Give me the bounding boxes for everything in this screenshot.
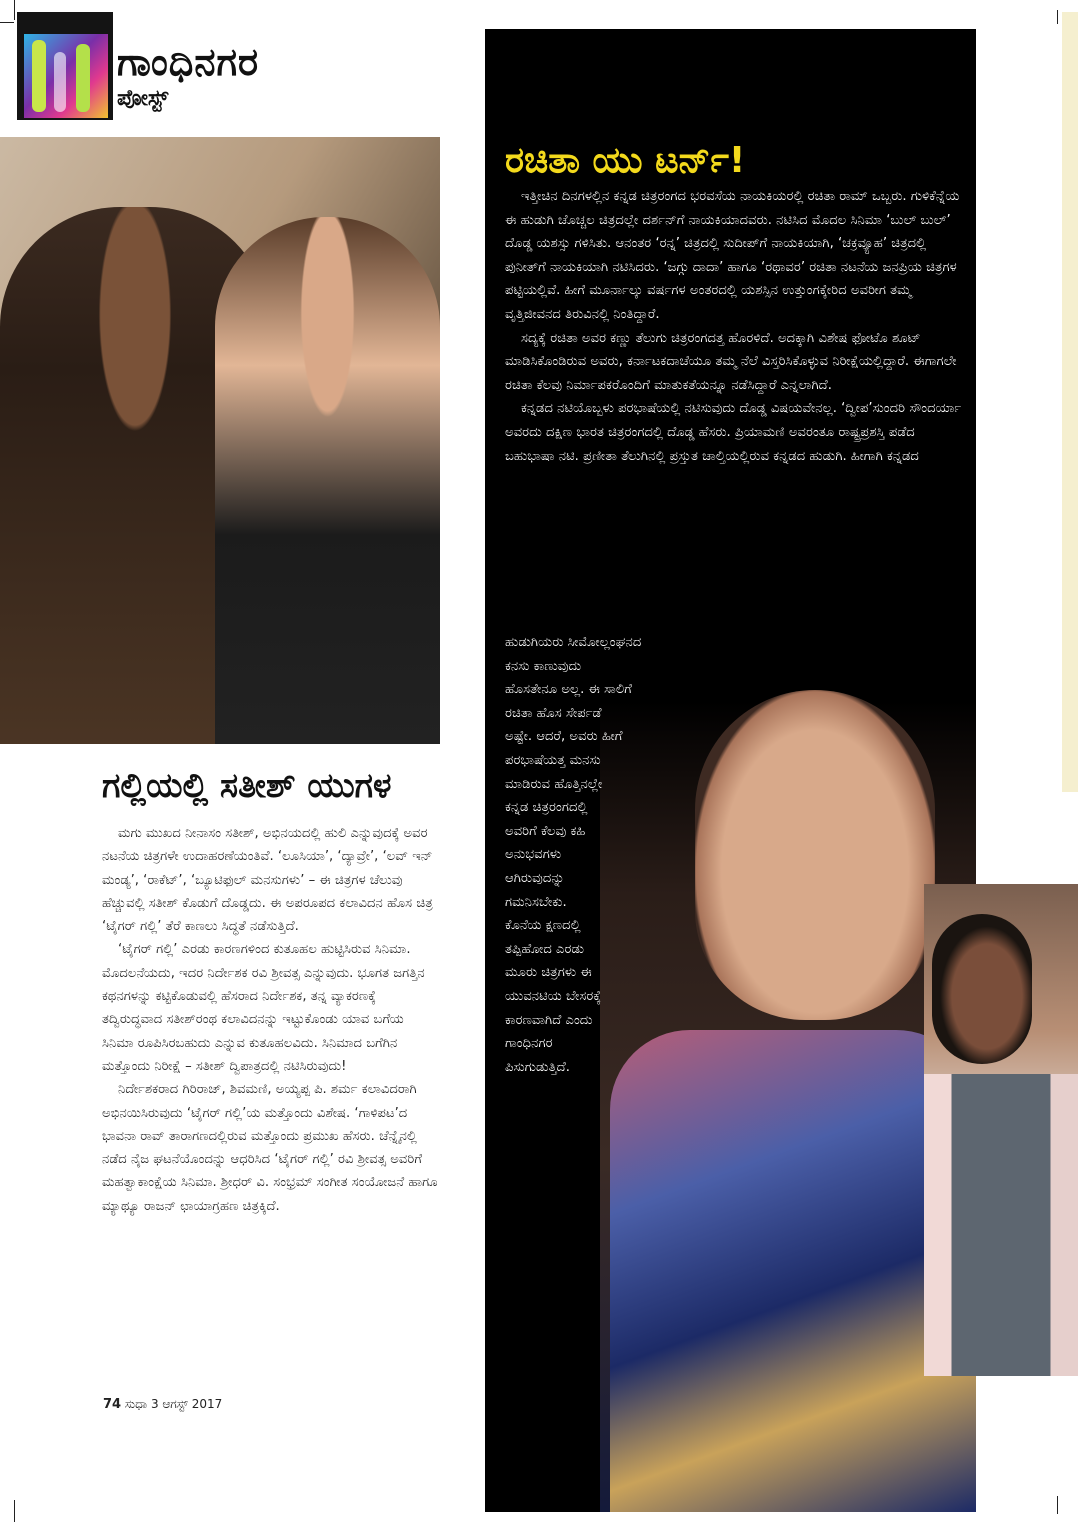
page-edge-strip [1062,12,1078,792]
right-article-paragraph: ಕನ್ನಡದ ನಟಿಯೊಬ್ಬಳು ಪರಭಾಷೆಯಲ್ಲಿ ನಟಿಸುವುದು ದೊಡ್ಡ ವಿಷಯವೇನಲ್ಲ. ‘ದ್ವೀಪ’ಸುಂದರಿ ಸೌಂದರ್ಯಾ ಅವರದು ದಕ್ಷಿಣ ಭಾರತ ಚಿತ್ರರಂಗದಲ್ಲಿ ದೊಡ್ಡ ಹೆಸರು. ಪ್ರಿಯಾಮಣಿ ಅವರಂತೂ ರಾಷ್ಟ್ರಪ್ರಶಸ್ತಿ ಪಡೆದ ಬಹುಭಾಷಾ ನಟಿ. ಪ್ರಣೀತಾ ತೆಲುಗಿನಲ್ಲಿ ಪ್ರಸ್ತುತ ಚಾಲ್ತಿಯಲ್ಲಿರುವ ಕನ್ನಡದ ಹುಡುಗಿ. ಹೀಗಾಗಿ ಕನ್ನಡದ [505,401,962,464]
crop-mark [14,1500,15,1522]
magazine-name: ಸುಧಾ [124,1397,148,1411]
left-article-paragraph: ‘ಟೈಗರ್ ಗಲ್ಲಿ’ ಎರಡು ಕಾರಣಗಳಿಂದ ಕುತೂಹಲ ಹುಟ್ಟಿಸಿರುವ ಸಿನಿಮಾ. ಮೊದಲನೆಯದು, ಇದರ ನಿರ್ದೇಶಕ ರವಿ ಶ್ರೀವತ್ಸ ಎನ್ನುವುದು. ಭೂಗತ ಜಗತ್ತಿನ ಕಥನಗಳನ್ನು ಕಟ್ಟಿಕೊಡುವಲ್ಲಿ ಹೆಸರಾದ ನಿರ್ದೇಶಕ, ತನ್ನ ವ್ಯಾಕರಣಕ್ಕೆ ತದ್ವಿರುದ್ಧವಾದ ಸತೀಶ್‌ರಂಥ ಕಲಾವಿದನನ್ನು ಇಟ್ಟುಕೊಂಡು ಯಾವ ಬಗೆಯ ಸಿನಿಮಾ ರೂಪಿಸಿರಬಹುದು ಎನ್ನುವ ಕುತೂಹಲವಿದು. ಸಿನಿಮಾದ ಬಗೆಗಿನ ಮತ್ತೊಂದು ನಿರೀಕ್ಷೆ – ಸತೀಶ್ ದ್ವಿಪಾತ್ರದಲ್ಲಿ ನಟಿಸಿರುವುದು! [102,942,425,1074]
page-number: 74 [103,1397,122,1412]
left-article-body [102,822,438,1218]
crop-mark [1057,1496,1058,1514]
actress-figure [215,217,440,744]
crop-mark [14,0,15,20]
crop-mark [1057,10,1058,24]
left-article-paragraph: ನಿರ್ದೇಶಕರಾದ ಗಿರಿರಾಜ್, ಶಿವಮಣಿ, ಅಯ್ಯಪ್ಪ ಪಿ. ಶರ್ಮ ಕಲಾವಿದರಾಗಿ ಅಭಿನಯಿಸಿರುವುದು ‘ಟೈಗರ್ ಗಲ್ಲಿ’ಯ ಮತ್ತೊಂದು ವಿಶೇಷ. ‘ಗಾಳಿಪಟ’ದ ಭಾವನಾ ರಾವ್ ತಾರಾಗಣದಲ್ಲಿರುವ ಮತ್ತೊಂದು ಪ್ರಮುಖ ಹೆಸರು. ಚೆನ್ನೈನಲ್ಲಿ ನಡೆದ ನೈಜ ಘಟನೆಯೊಂದನ್ನು ಆಧರಿಸಿದ ‘ಟೈಗರ್ ಗಲ್ಲಿ’ ರವಿ ಶ್ರೀವತ್ಸ ಅವರಿಗೆ ಮಹತ್ವಾಕಾಂಕ್ಷೆಯ ಸಿನಿಮಾ. ಶ್ರೀಧರ್ ವಿ. ಸಂಭ್ರಮ್ ಸಂಗೀತ ಸಂಯೋಜನೆ ಹಾಗೂ ಮ್ಯಾಥ್ಯೂ ರಾಜನ್ ಛಾಯಾಗ್ರಹಣ ಚಿತ್ರಕ್ಕಿದೆ. [102,1082,438,1214]
portrait-saree [610,1030,976,1512]
right-article-heading: ರಚಿತಾ ಯು ಟರ್ನ್! [505,140,746,181]
right-article-body [505,185,965,468]
right-article-paragraph: ಇತ್ತೀಚಿನ ದಿನಗಳಲ್ಲಿನ ಕನ್ನಡ ಚಿತ್ರರಂಗದ ಭರವಸೆಯ ನಾಯಕಿಯರಲ್ಲಿ ರಚಿತಾ ರಾಮ್ ಒಬ್ಬರು. ಗುಳಿಕೆನ್ನೆಯ ಈ ಹುಡುಗಿ ಚೊಚ್ಚಲ ಚಿತ್ರದಲ್ಲೇ ದರ್ಶನ್‌ಗೆ ನಾಯಕಿಯಾದವರು. ನಟಿಸಿದ ಮೊದಲ ಸಿನಿಮಾ ‘ಬುಲ್ ಬುಲ್’ ದೊಡ್ಡ ಯಶಸ್ಸು ಗಳಿಸಿತು. ಆನಂತರ ‘ರನ್ನ’ ಚಿತ್ರದಲ್ಲಿ ಸುದೀಪ್‌ಗೆ ನಾಯಕಿಯಾಗಿ, ‘ಚಕ್ರವ್ಯೂಹ’ ಚಿತ್ರದಲ್ಲಿ ಪುನೀತ್‌ಗೆ ನಾಯಕಿಯಾಗಿ ನಟಿಸಿದರು. ‘ಜಗ್ಗು ದಾದಾ’ ಹಾಗೂ ‘ರಥಾವರ’ ರಚಿತಾ ನಟನೆಯ ಜನಪ್ರಿಯ ಚಿತ್ರಗಳ ಪಟ್ಟಿಯಲ್ಲಿವೆ. ಹೀಗೆ ಮೂರ್ನಾಲ್ಕು ವರ್ಷಗಳ ಅಂತರದಲ್ಲಿ ಯಶಸ್ಸಿನ ಉತ್ತುಂಗಕ್ಕೇರಿದ ಅವರೀಗ ತಮ್ಮ ವೃತ್ತಿಜೀವನದ ತಿರುವಿನಲ್ಲಿ ನಿಂತಿದ್ದಾರೆ. [505,189,960,322]
crop-mark [0,22,14,23]
actress-outfit [924,1074,1078,1376]
smiling-actress-photo [924,884,1078,1376]
right-article-narrow-column: ಹುಡುಗಿಯರು ಸೀಮೋಲ್ಲಂಘನದ ಕನಸು ಕಾಣುವುದು ಹೊಸತೇನೂ ಅಲ್ಲ. ಈ ಸಾಲಿಗೆ ರಚಿತಾ ಹೊಸ ಸೇರ್ಪಡೆ ಅಷ್ಟೇ. ಆದರೆ, ಅವರು ಹೀಗೆ ಪರಭಾಷೆಯತ್ತ ಮನಸು ಮಾಡಿರುವ ಹೊತ್ತಿನಲ್ಲೇ ಕನ್ನಡ ಚಿತ್ರರಂಗದಲ್ಲಿ ಅವರಿಗೆ ಕೆಲವು ಕಹಿ ಅನುಭವಗಳು ಆಗಿರುವುದನ್ನು ಗಮನಿಸಬೇಕು. ಕೊನೆಯ ಕ್ಷಣದಲ್ಲಿ ತಪ್ಪಿಹೋದ ಎರಡು ಮೂರು ಚಿತ್ರಗಳು ಈ ಯುವನಟಿಯ ಬೇಸರಕ್ಕೆ ಕಾರಣವಾಗಿದೆ ಎಂದು ಗಾಂಧಿನಗರ ಪಿಸುಗುಡುತ್ತಿದೆ. [505,635,642,1075]
actress-head [932,914,1032,1064]
issue-date: 3 ಆಗಸ್ಟ್ 2017 [150,1397,223,1411]
page-folio [103,1397,222,1412]
portrait-face [695,690,935,1020]
masthead-subtitle: ಪೋಸ್ಟ್ [117,86,169,111]
masthead-title: ಗಾಂಧಿನಗರ [117,40,260,84]
gandhinagara-logo [24,34,108,118]
right-article-paragraph: ಸದ್ಯಕ್ಕೆ ರಚಿತಾ ಅವರ ಕಣ್ಣು ತೆಲುಗು ಚಿತ್ರರಂಗದತ್ತ ಹೊರಳಿದೆ. ಅದಕ್ಕಾಗಿ ವಿಶೇಷ ಫೋಟೊ ಶೂಟ್ ಮಾಡಿಸಿಕೊಂಡಿರುವ ಅವರು, ಕರ್ನಾಟಕದಾಚೆಯೂ ತಮ್ಮ ನೆಲೆ ವಿಸ್ತರಿಸಿಕೊಳ್ಳುವ ನಿರೀಕ್ಷೆಯಲ್ಲಿದ್ದಾರೆ. ಈಗಾಗಲೇ ರಚಿತಾ ಕೆಲವು ನಿರ್ಮಾಪಕರೊಂದಿಗೆ ಮಾತುಕತೆಯನ್ನೂ ನಡೆಸಿದ್ದಾರೆ ಎನ್ನಲಾಗಿದೆ. [505,330,957,393]
couple-photo [0,137,440,744]
left-article-heading: ಗಲ್ಲಿಯಲ್ಲಿ ಸತೀಶ್ ಯುಗಳ [102,766,392,806]
left-article-paragraph: ಮಗು ಮುಖದ ನೀನಾಸಂ ಸತೀಶ್, ಅಭಿನಯದಲ್ಲಿ ಹುಲಿ ಎನ್ನುವುದಕ್ಕೆ ಅವರ ನಟನೆಯ ಚಿತ್ರಗಳೇ ಉದಾಹರಣೆಯಂತಿವೆ. ‘ಲೂಸಿಯಾ’, ‘ದ್ಯಾವ್ರೇ’, ‘ಲವ್ ಇನ್ ಮಂಡ್ಯ’, ‘ರಾಕೆಟ್’, ‘ಬ್ಯೂಟಿಫುಲ್ ಮನಸುಗಳು’ – ಈ ಚಿತ್ರಗಳ ಚೆಲುವು ಹೆಚ್ಚುವಲ್ಲಿ ಸತೀಶ್ ಕೊಡುಗೆ ದೊಡ್ಡದು. ಈ ಅಪರೂಪದ ಕಲಾವಿದನ ಹೊಸ ಚಿತ್ರ ‘ಟೈಗರ್ ಗಲ್ಲಿ’ ತೆರೆ ಕಾಣಲು ಸಿದ್ಧತೆ ನಡೆಸುತ್ತಿದೆ. [102,826,433,935]
